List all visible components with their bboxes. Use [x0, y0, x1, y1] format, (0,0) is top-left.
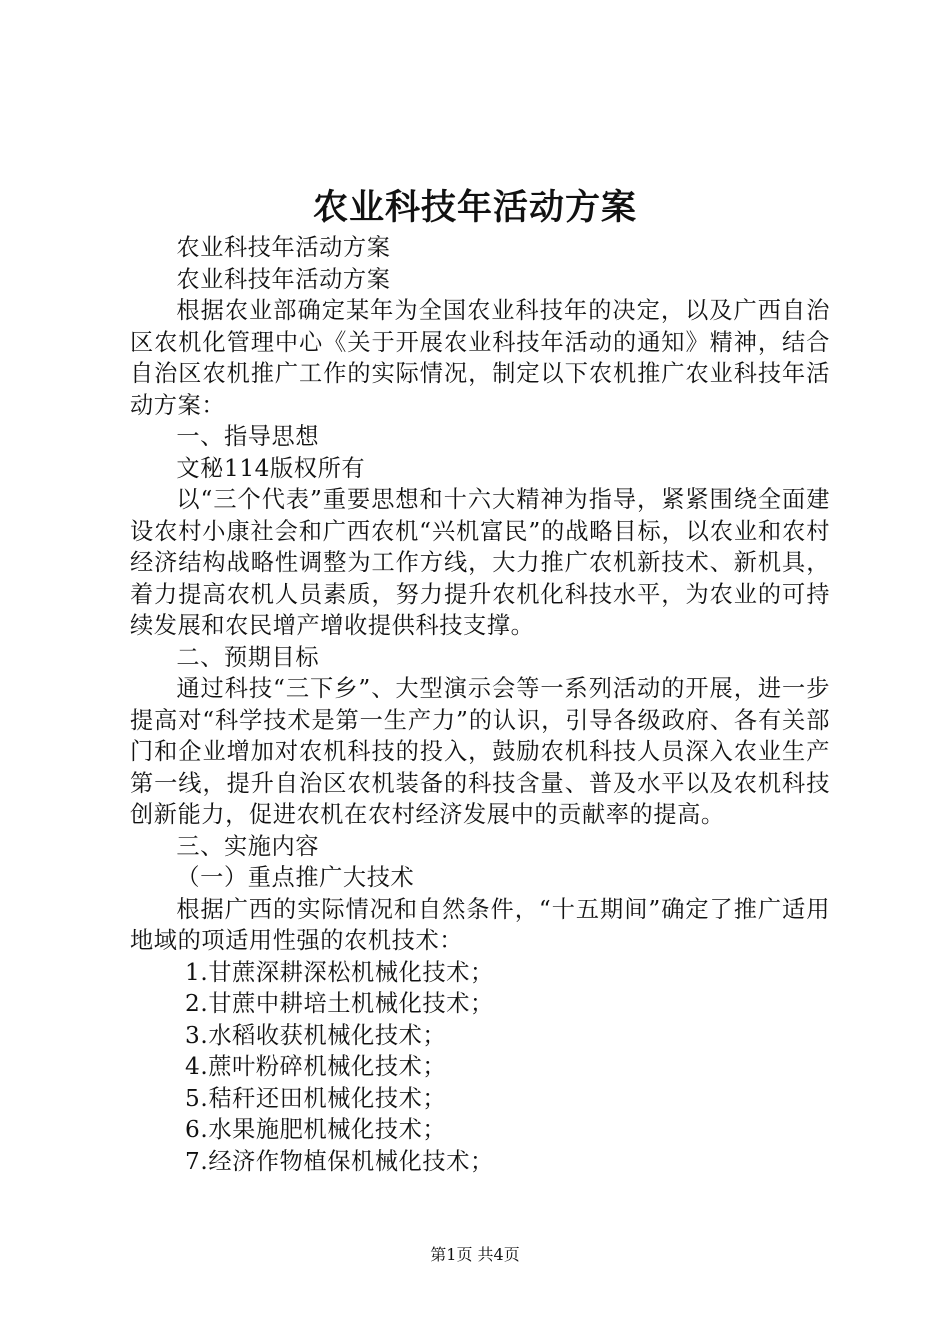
section-heading: 二、预期目标: [176, 643, 320, 671]
paragraph: 根据农业部确定某年为全国农业科技年的决定，以及广西自治区农机化管理中心《关于开展农业科技年活动的通知》精神，结合自治区农机推广工作的实际情况，制定以下农机推广农业科技年活动方案：: [130, 297, 830, 419]
document-title: 农业科技年活动方案: [312, 187, 637, 228]
list-item: 5.秸秆还田机械化技术；: [185, 1084, 447, 1112]
section-heading: 一、指导思想: [176, 423, 320, 450]
paragraph: 文秘114版权所有: [176, 454, 366, 482]
list-item: 7.经济作物植保机械化技术；: [185, 1147, 494, 1175]
subsection-heading: （一）重点推广大技术: [176, 864, 415, 891]
list-item: 1.甘蔗深耕深松机械化技术；: [185, 958, 494, 986]
paragraph: 农业科技年活动方案: [176, 234, 391, 261]
paragraph: 通过科技“三下乡”、大型演示会等一系列活动的开展，进一步提高对“科学技术是第一生产力”的认识，引导各级政府、各有关部门和企业增加对农机科技的投入，鼓励农机科技人员深入农业生产第一线，提升自治区农机装备的科技含量、普及水平以及农机科技创新能力，促进农机在农村经济发展中的贡献率的提高。: [130, 675, 830, 828]
paragraph: 农业科技年活动方案: [176, 265, 391, 293]
paragraph: 以“三个代表”重要思想和十六大精神为指导，紧紧围绕全面建设农村小康社会和广西农机“兴机富民”的战略目标，以农业和农村经济结构战略性调整为工作方线，大力推广农机新技术、新机具，着力提高农机人员素质，努力提升农机化科技水平，为农业的可持续发展和农民增产增收提供科技支撑。: [130, 486, 830, 639]
list-item: 3.水稻收获机械化技术；: [185, 1021, 447, 1049]
page-footer: 第1页 共4页: [430, 1245, 520, 1264]
document-body: [130, 232, 830, 1177]
list-item: 6.水果施肥机械化技术；: [185, 1116, 447, 1143]
section-heading: 三、实施内容: [176, 832, 320, 860]
list-item: 2.甘蔗中耕培土机械化技术；: [185, 990, 494, 1017]
list-item: 4.蔗叶粉碎机械化技术；: [185, 1053, 447, 1080]
paragraph: 根据广西的实际情况和自然条件，“十五期间”确定了推广适用地域的项适用性强的农机技术：: [130, 895, 830, 954]
